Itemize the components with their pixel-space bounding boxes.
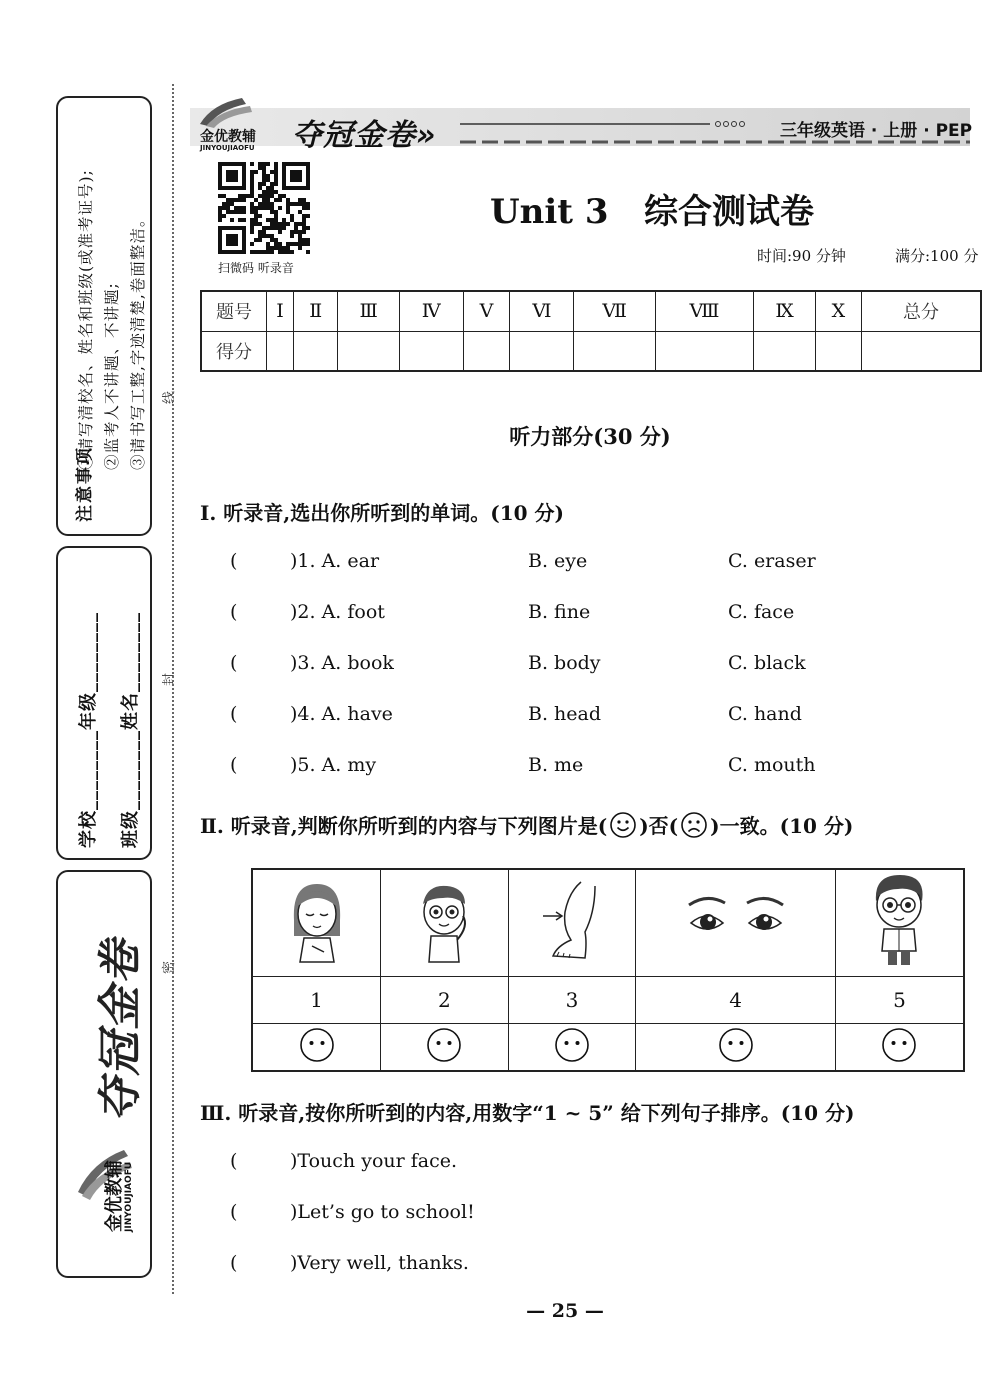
- leg-foot-picture: [537, 876, 607, 966]
- blank-face-icon[interactable]: [554, 1027, 590, 1063]
- answer-face-cell-5[interactable]: [835, 1024, 964, 1072]
- option-a: )3. A. book: [290, 652, 394, 674]
- student-info-box: [56, 546, 152, 860]
- picture-number-3: 3: [508, 977, 636, 1024]
- score-col-total: 总分: [862, 291, 981, 331]
- header-grade-label: 三年级英语 · 上册 · PEP: [780, 121, 973, 141]
- score-table-header-row: [201, 291, 981, 331]
- score-col-10: Ⅹ: [815, 291, 861, 331]
- option-c: C. mouth: [728, 754, 816, 776]
- header-logo-text: 金优教辅: [200, 129, 256, 145]
- blank-face-icon[interactable]: [718, 1027, 754, 1063]
- section-2-title-part-a: Ⅱ. 听录音,判断你所听到的内容与下列图片是(: [200, 814, 608, 838]
- score-table-row1-label: 题号: [201, 291, 267, 331]
- picture-cell-2: [381, 869, 509, 977]
- boy-with-glasses-picture: [864, 871, 934, 971]
- score-cell[interactable]: [399, 331, 463, 371]
- answer-bracket[interactable]: (: [230, 601, 238, 623]
- smile-face-icon: [609, 811, 637, 839]
- notice-label: 注意事项: [75, 446, 95, 522]
- score-col-2: Ⅱ: [294, 291, 338, 331]
- score-cell[interactable]: [463, 331, 510, 371]
- cut-mark-close: 密: [162, 960, 177, 974]
- score-cell[interactable]: [655, 331, 753, 371]
- option-b: B. head: [528, 703, 602, 725]
- option-b: B. eye: [528, 550, 588, 572]
- header-book-icon: [196, 96, 256, 128]
- score-table-score-row: [201, 331, 981, 371]
- header-logo-pinyin: JINYOUJIAOFU: [200, 144, 255, 152]
- score-table-row2-label: 得分: [201, 331, 267, 371]
- girl-closed-eyes-picture: [282, 876, 352, 966]
- option-a: )2. A. foot: [290, 601, 385, 623]
- question-row: [230, 601, 990, 627]
- picture-number-2: 2: [381, 977, 509, 1024]
- score-cell[interactable]: [754, 331, 816, 371]
- notice-line-3: ③请书写工整,字迹清楚,卷面整洁。: [129, 210, 147, 470]
- blank-face-icon[interactable]: [426, 1027, 462, 1063]
- qr-caption: 扫微码 听录音: [218, 261, 294, 275]
- sentence-row: [230, 1201, 990, 1227]
- score-cell[interactable]: [267, 331, 294, 371]
- score-cell[interactable]: [510, 331, 574, 371]
- picture-number-5: 5: [835, 977, 964, 1024]
- score-table: [200, 290, 982, 372]
- number-row: [252, 977, 964, 1024]
- section-2-title: [200, 810, 853, 839]
- score-cell[interactable]: [815, 331, 861, 371]
- binding-dotted-line: [172, 84, 174, 1294]
- page-title: Unit 3 综合测试卷: [490, 192, 814, 232]
- qr-code-icon[interactable]: [218, 162, 310, 254]
- option-c: C. black: [728, 652, 806, 674]
- side-brand-title: 夺冠金卷: [95, 938, 146, 1122]
- answer-bracket[interactable]: (: [230, 703, 238, 725]
- section-3-title: Ⅲ. 听录音,按你所听到的内容,用数字“1 ~ 5” 给下列句子排序。(10 分): [200, 1101, 855, 1125]
- class-name-line[interactable]: 班级________姓名________: [120, 612, 141, 848]
- answer-bracket[interactable]: (: [230, 652, 238, 674]
- cut-mark-line: 线: [162, 390, 177, 404]
- picture-number-4: 4: [636, 977, 836, 1024]
- question-row: [230, 652, 990, 678]
- option-a: )1. A. ear: [290, 550, 380, 572]
- answer-face-cell-3[interactable]: [508, 1024, 636, 1072]
- answer-bracket[interactable]: (: [230, 1150, 238, 1172]
- sentence-row: [230, 1252, 990, 1278]
- boy-touching-head-picture: [409, 876, 479, 966]
- sentence-text: )Let’s go to school!: [290, 1201, 475, 1223]
- side-brand-pinyin: JINYOUJIAOFU: [124, 1161, 134, 1232]
- exam-time: 时间:90 分钟: [757, 247, 846, 265]
- section-1-title: Ⅰ. 听录音,选出你所听到的单词。(10 分): [200, 501, 564, 525]
- blank-face-icon[interactable]: [881, 1027, 917, 1063]
- sad-face-icon: [680, 811, 708, 839]
- picture-row: [252, 869, 964, 977]
- score-col-3: Ⅲ: [338, 291, 400, 331]
- option-c: C. eraser: [728, 550, 816, 572]
- notice-line-1: ①请写清校名、姓名和班级(或准考证号);: [77, 169, 95, 470]
- answer-face-row: [252, 1024, 964, 1072]
- option-b: B. body: [528, 652, 601, 674]
- score-col-5: Ⅴ: [463, 291, 510, 331]
- answer-bracket[interactable]: (: [230, 550, 238, 572]
- score-cell[interactable]: [338, 331, 400, 371]
- option-b: B. fine: [528, 601, 591, 623]
- page-number: — 25 —: [526, 1300, 604, 1322]
- score-col-6: Ⅵ: [510, 291, 574, 331]
- score-cell[interactable]: [862, 331, 981, 371]
- score-col-8: Ⅷ: [655, 291, 753, 331]
- picture-cell-5: [835, 869, 964, 977]
- exam-full-score: 满分:100 分: [895, 247, 979, 265]
- question-row: [230, 754, 990, 780]
- picture-cell-1: [252, 869, 381, 977]
- answer-face-cell-4[interactable]: [636, 1024, 836, 1072]
- score-col-4: Ⅳ: [399, 291, 463, 331]
- notice-box: [56, 96, 152, 536]
- picture-cell-3: [508, 869, 636, 977]
- section-2-title-part-b: )否(: [639, 814, 679, 838]
- picture-table: [251, 868, 965, 1072]
- score-cell[interactable]: [294, 331, 338, 371]
- answer-face-cell-2[interactable]: [381, 1024, 509, 1072]
- sentence-text: )Touch your face.: [290, 1150, 458, 1172]
- score-col-9: Ⅸ: [754, 291, 816, 331]
- answer-face-cell-1[interactable]: [252, 1024, 381, 1072]
- side-brand-small: 金优教辅: [104, 1160, 125, 1232]
- answer-bracket[interactable]: (: [230, 1201, 238, 1223]
- sentence-row: [230, 1150, 990, 1176]
- listening-heading: 听力部分(30 分): [509, 424, 671, 449]
- score-col-7: Ⅶ: [574, 291, 655, 331]
- notice-line-2: ②监考人不讲题、不讲题;: [103, 282, 121, 470]
- question-row: [230, 550, 990, 576]
- option-c: C. face: [728, 601, 795, 623]
- picture-cell-4: [636, 869, 836, 977]
- question-row: [230, 703, 990, 729]
- score-col-1: Ⅰ: [267, 291, 294, 331]
- answer-bracket[interactable]: (: [230, 754, 238, 776]
- brand-box: [56, 870, 152, 1278]
- option-b: B. me: [528, 754, 584, 776]
- option-c: C. hand: [728, 703, 802, 725]
- sentence-text: )Very well, thanks.: [290, 1252, 469, 1274]
- option-a: )5. A. my: [290, 754, 377, 776]
- eyes-picture: [681, 891, 791, 951]
- header-brand-title: 夺冠金卷»: [292, 118, 437, 153]
- school-grade-line[interactable]: 学校________年级________: [78, 612, 99, 848]
- answer-bracket[interactable]: (: [230, 1252, 238, 1274]
- cut-mark-seal: 封: [162, 672, 177, 686]
- blank-face-icon[interactable]: [299, 1027, 335, 1063]
- picture-number-1: 1: [252, 977, 381, 1024]
- section-2-title-part-c: )一致。(10 分): [710, 814, 854, 838]
- score-cell[interactable]: [574, 331, 655, 371]
- option-a: )4. A. have: [290, 703, 393, 725]
